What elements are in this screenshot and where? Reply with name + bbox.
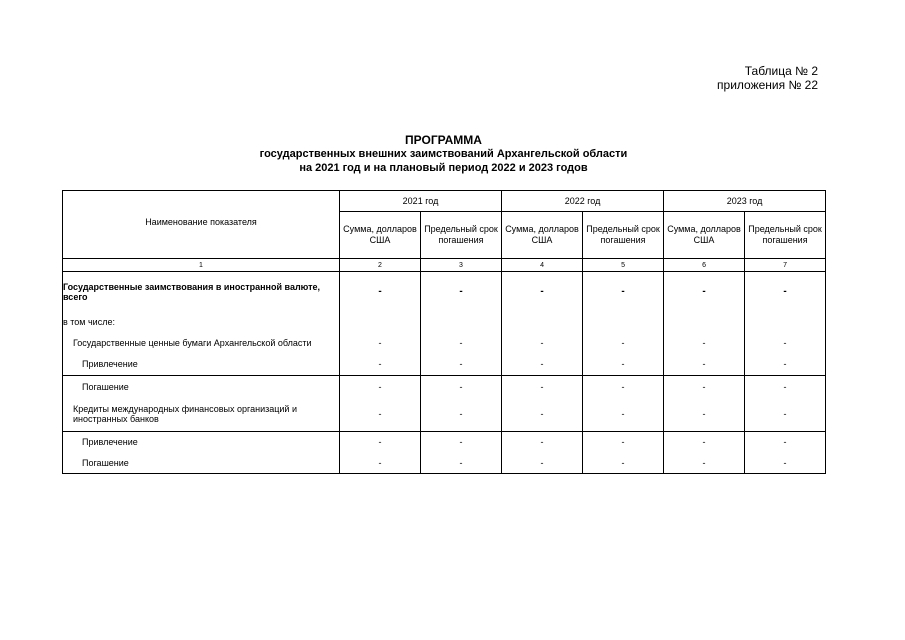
row-value: - <box>340 272 421 312</box>
row-value: - <box>340 376 421 398</box>
row-value: - <box>583 432 664 453</box>
row-value: - <box>421 432 502 453</box>
header-year-2021: 2021 год <box>340 191 502 212</box>
column-number: 2 <box>340 259 421 272</box>
row-value: - <box>664 272 745 312</box>
row-value: - <box>502 332 583 354</box>
table-row <box>63 332 826 354</box>
row-value: - <box>340 432 421 453</box>
row-value: - <box>745 354 826 376</box>
reference-appendix-number: приложения № 22 <box>717 78 818 92</box>
row-value: - <box>745 453 826 474</box>
row-value: - <box>421 398 502 432</box>
row-value: - <box>745 398 826 432</box>
row-label: Государственные ценные бумаги Архангельской области <box>63 332 340 354</box>
table-row <box>63 453 826 474</box>
row-value: - <box>340 354 421 376</box>
row-value: - <box>421 453 502 474</box>
row-value: - <box>421 354 502 376</box>
row-value: - <box>502 453 583 474</box>
column-number: 5 <box>583 259 664 272</box>
borrowing-program-table <box>62 190 826 474</box>
row-value: - <box>502 354 583 376</box>
row-value: - <box>664 376 745 398</box>
row-value: - <box>421 272 502 312</box>
row-value: - <box>664 354 745 376</box>
column-number: 4 <box>502 259 583 272</box>
row-value: - <box>502 272 583 312</box>
row-value: - <box>583 272 664 312</box>
table-row <box>63 376 826 398</box>
row-value <box>745 312 826 332</box>
row-value: - <box>583 453 664 474</box>
row-value: - <box>340 398 421 432</box>
title-line-1: ПРОГРАММА <box>405 133 482 147</box>
row-value: - <box>502 376 583 398</box>
header-year-2022: 2022 год <box>502 191 664 212</box>
table-row <box>63 398 826 432</box>
header-amount: Сумма, долларов США <box>502 212 583 259</box>
header-term: Предельный срок погашения <box>421 212 502 259</box>
row-value: - <box>502 398 583 432</box>
row-value: - <box>745 376 826 398</box>
row-value: - <box>583 398 664 432</box>
table-row <box>63 354 826 376</box>
column-number: 3 <box>421 259 502 272</box>
row-value <box>664 312 745 332</box>
header-indicator-name: Наименование показателя <box>63 191 340 259</box>
row-label: Погашение <box>63 453 340 474</box>
row-value: - <box>583 332 664 354</box>
row-value: - <box>421 332 502 354</box>
row-label: в том числе: <box>63 312 340 332</box>
row-value: - <box>340 453 421 474</box>
header-amount: Сумма, долларов США <box>664 212 745 259</box>
row-value: - <box>421 376 502 398</box>
header-year-2023: 2023 год <box>664 191 826 212</box>
row-label: Привлечение <box>63 354 340 376</box>
row-label: Государственные заимствования в иностранной валюте, всего <box>63 272 340 312</box>
table-reference <box>717 64 818 92</box>
row-value <box>502 312 583 332</box>
table-row <box>63 272 826 312</box>
row-label: Кредиты международных финансовых организаций и иностранных банков <box>63 398 340 432</box>
title-line-2: государственных внешних заимствований Архангельской области <box>259 148 628 160</box>
row-value: - <box>745 432 826 453</box>
header-term: Предельный срок погашения <box>583 212 664 259</box>
row-label: Привлечение <box>63 432 340 453</box>
table-row <box>63 432 826 453</box>
row-value: - <box>502 432 583 453</box>
row-value <box>583 312 664 332</box>
row-value <box>340 312 421 332</box>
row-value: - <box>583 376 664 398</box>
column-number: 7 <box>745 259 826 272</box>
column-number: 1 <box>63 259 340 272</box>
row-value: - <box>745 272 826 312</box>
row-value: - <box>664 332 745 354</box>
column-number: 6 <box>664 259 745 272</box>
table-row <box>63 312 826 332</box>
document-title <box>62 133 825 175</box>
row-label: Погашение <box>63 376 340 398</box>
header-term: Предельный срок погашения <box>745 212 826 259</box>
row-value: - <box>340 332 421 354</box>
row-value <box>421 312 502 332</box>
row-value: - <box>664 453 745 474</box>
row-value: - <box>664 432 745 453</box>
row-value: - <box>664 398 745 432</box>
row-value: - <box>745 332 826 354</box>
header-amount: Сумма, долларов США <box>340 212 421 259</box>
reference-table-number: Таблица № 2 <box>744 64 818 78</box>
row-value: - <box>583 354 664 376</box>
title-line-3: на 2021 год и на плановый период 2022 и 2023 годов <box>299 162 588 174</box>
